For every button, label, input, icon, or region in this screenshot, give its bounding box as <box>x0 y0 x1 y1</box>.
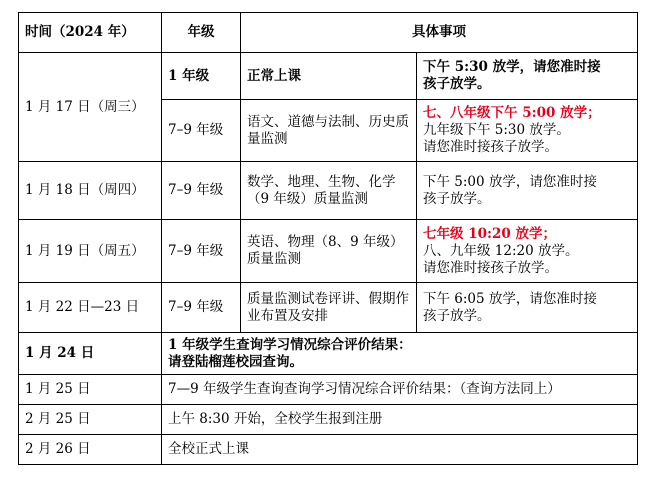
schedule-table <box>18 12 638 465</box>
notice-cell: 七、八年级下午 5:00 放学； 九年级下午 5:30 放学。 请您准时接孩子放学。 <box>417 100 638 162</box>
table-row <box>19 162 638 220</box>
notice-cell: 下午 5:30 放学，请您准时接 孩子放学。 <box>417 53 638 100</box>
header-grade: 年级 <box>162 13 241 53</box>
date-cell: 2 月 25 日 <box>19 405 162 435</box>
subject-cell: 正常上课 <box>241 53 417 100</box>
table-row <box>19 405 638 435</box>
date-cell: 1 月 17 日（周三） <box>19 53 162 162</box>
grade-cell: 7–9 年级 <box>162 100 241 162</box>
notice-cell: 1 年级学生查询学习情况综合评价结果： 请登陆榴莲校园查询。 <box>162 333 638 375</box>
notice-cell: 7—9 年级学生查询查询学习情况综合评价结果：（查询方法同上） <box>162 375 638 405</box>
date-cell: 2 月 26 日 <box>19 435 162 465</box>
date-cell: 1 月 25 日 <box>19 375 162 405</box>
grade-cell: 7–9 年级 <box>162 283 241 333</box>
date-cell: 1 月 22 日—23 日 <box>19 283 162 333</box>
notice-cell: 上午 8:30 开始，全校学生报到注册 <box>162 405 638 435</box>
grade-cell: 1 年级 <box>162 53 241 100</box>
notice-cell: 下午 6:05 放学，请您准时接 孩子放学。 <box>417 283 638 333</box>
table-row <box>19 53 638 100</box>
subject-cell: 语文、道德与法制、历史质量监测 <box>241 100 417 162</box>
notice-cell: 下午 5:00 放学，请您准时接 孩子放学。 <box>417 162 638 220</box>
table-row <box>19 435 638 465</box>
header-row <box>19 13 638 53</box>
subject-cell: 质量监测试卷评讲、假期作业布置及安排 <box>241 283 417 333</box>
notice-cell: 全校正式上课 <box>162 435 638 465</box>
table-row <box>19 283 638 333</box>
table-row <box>19 375 638 405</box>
date-cell: 1 月 18 日（周四） <box>19 162 162 220</box>
table-row <box>19 220 638 283</box>
grade-cell: 7–9 年级 <box>162 220 241 283</box>
date-cell: 1 月 19 日（周五） <box>19 220 162 283</box>
subject-cell: 数学、地理、生物、化学（9 年级）质量监测 <box>241 162 417 220</box>
date-cell: 1 月 24 日 <box>19 333 162 375</box>
table-row <box>19 333 638 375</box>
header-items: 具体事项 <box>241 13 638 53</box>
header-time: 时间（2024 年） <box>19 13 162 53</box>
notice-cell: 七年级 10:20 放学； 八、九年级 12:20 放学。 请您准时接孩子放学。 <box>417 220 638 283</box>
grade-cell: 7–9 年级 <box>162 162 241 220</box>
subject-cell: 英语、物理（8、9 年级）质量监测 <box>241 220 417 283</box>
